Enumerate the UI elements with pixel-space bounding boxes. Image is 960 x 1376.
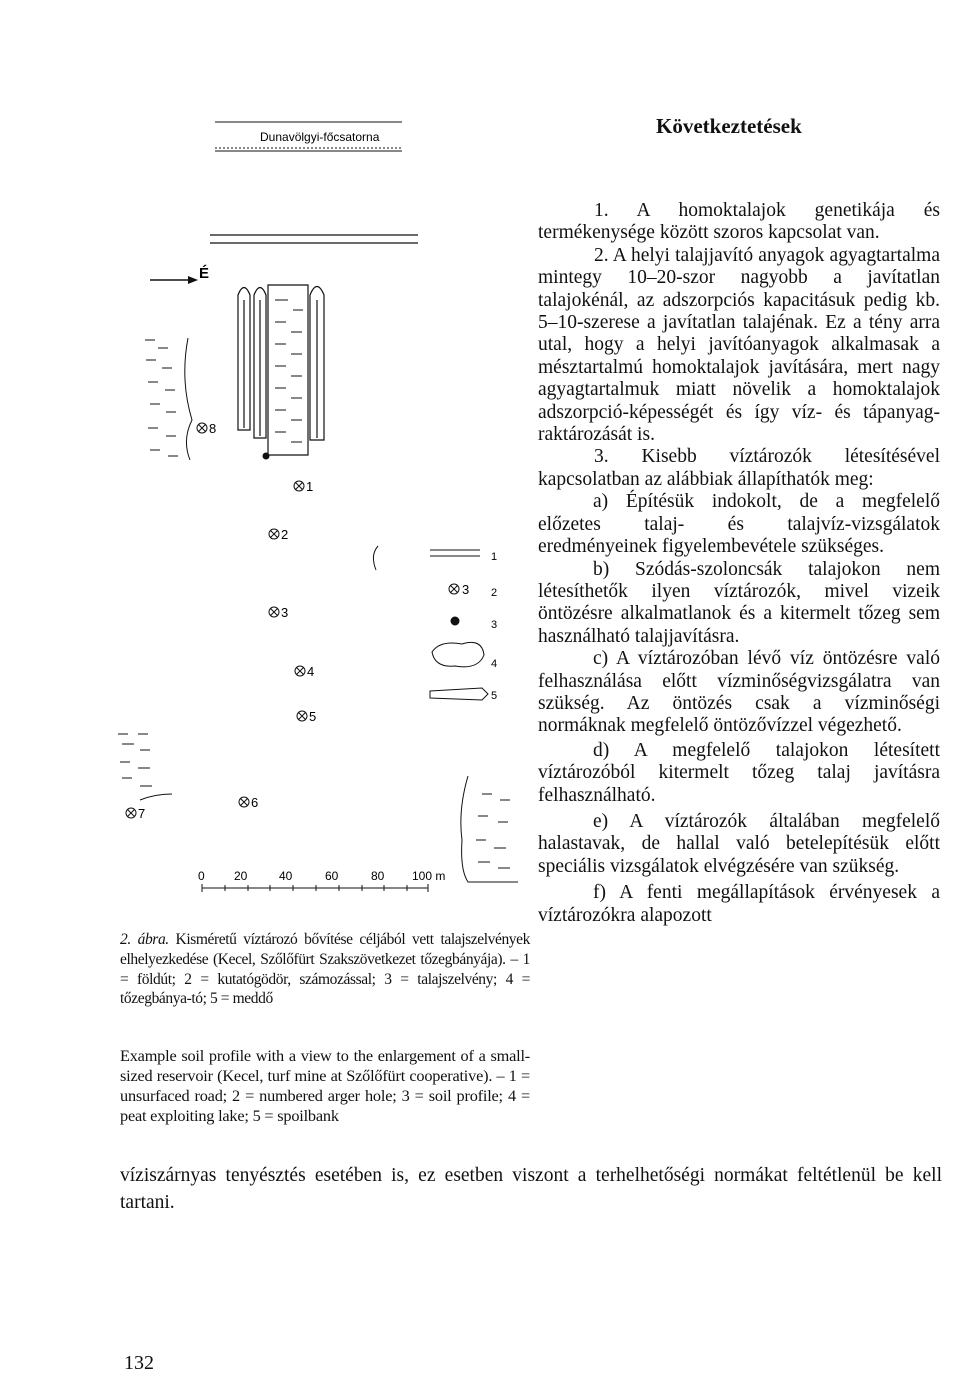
conclusion-3e: e) A víztározók általában megfelelő halastavak, de hallal való betelepítésük előtt speciális vizsgálatok elvégzésére van szükség.	[538, 810, 940, 877]
wetland-bottom-left	[118, 734, 172, 800]
legend-number: 3	[491, 619, 498, 631]
conclusion-1: 1. A homoktalajok genetikája és termékenysége között szoros kapcsolat van.	[538, 200, 940, 244]
profile-markers	[126, 423, 307, 818]
conclusions-column	[538, 200, 940, 927]
figure-caption-en: Example soil profile with a view to the enlargement of a small-sized reservoir (Kecel, turf mine at Szőlőfürt cooperative). – 1 = unsurfaced road; 2 = numbered arger hole; 3 = soil profile; 4 = peat exploiting lake; 5 = spoilbank	[120, 1046, 530, 1125]
site-map-figure	[110, 110, 530, 910]
conclusion-3b: b) Szódás-szoloncsák talajokon nem létesíthetők ilyen víztározók, mivel vizeik öntözésre alkalmatlanok és a kitermelt tőzeg sem használható talajjavításra.	[538, 558, 940, 647]
scale-tick-label: 60	[325, 869, 339, 883]
conclusion-3d: d) A megfelelő talajokon létesített víztározóból kitermelt tőzeg talaj javításra felhasználható.	[538, 739, 940, 806]
closing-text: víziszárnyas tenyésztés esetében is, ez esetben viszont a terhelhetőségi normákat feltétlenül be kell tartani.	[120, 1165, 942, 1213]
legend-number: 4	[491, 658, 498, 670]
north-arrow	[150, 276, 198, 284]
profile-label: 6	[251, 795, 259, 810]
north-label: É	[199, 265, 210, 282]
peat-pits	[238, 285, 324, 455]
profile-label: 1	[306, 479, 314, 494]
profile-label: 3	[281, 605, 289, 620]
profile-label: 8	[209, 421, 217, 436]
conclusion-3f: f) A fenti megállapítások érvényesek a víztározókra alapozott	[538, 882, 940, 926]
conclusion-3a: a) Építésük indokolt, de a megfelelő előzetes talaj- és talajvíz-vizsgálatok eredményeinek figyelembevétele szükséges.	[538, 491, 940, 558]
map-legend	[430, 550, 488, 700]
canal-label: Dunavölgyi-főcsatorna	[260, 130, 380, 144]
scale-tick-label: 100 m	[412, 869, 446, 883]
conclusion-2: 2. A helyi talajjavító anyagok agyagtartalma mintegy 10–20-szor nagyobb a javítatlan talajokénál, az adszorpciós kapacitásuk pedig kb. 5–10-szerese a javítatlan talajénak. Ez a tény arra utal, hogy a helyi javítóanyagok alkalmasak a mésztartalmú homoktalajok javítására, mert nagy agyagtartalmuk miatt növelik a homoktalajok adszorpció-képességét és így víz- és tápanyag-raktározását is.	[538, 244, 940, 446]
legend-number: 1	[491, 551, 498, 563]
wetland-left	[145, 338, 192, 460]
scale-tick-label: 80	[371, 869, 385, 883]
conclusion-3c: c) A víztározóban lévő víz öntözésre való felhasználása előtt vízminőségvizsgálatra van szükség. Az öntözés csak a vízminőségi normáknak megfelelő öntözővízzel végezhető.	[538, 648, 940, 737]
profile-label: 2	[281, 527, 289, 542]
page-number: 132	[124, 1352, 154, 1374]
figure-caption-hu	[120, 930, 530, 1009]
legend-number: 5	[491, 690, 498, 702]
profile-label: 5	[309, 709, 317, 724]
wetland-bottom-right	[461, 776, 518, 882]
conclusion-3: 3. Kisebb víztározók létesítésével kapcsolatban az alábbiak állapíthatók meg:	[538, 446, 940, 490]
section-heading: Következtetések	[656, 114, 802, 138]
caption-prefix: 2. ábra.	[120, 931, 169, 948]
legend-number: 2	[491, 587, 498, 599]
pit-dot	[263, 453, 270, 460]
profile-label: 4	[307, 664, 315, 679]
scale-tick-label: 40	[279, 869, 293, 883]
profile-label: 7	[138, 806, 146, 821]
legend-profile-number: 3	[462, 582, 470, 597]
caption-text: Kisméretű víztározó bővítése céljából vett talajszelvények elhelyezkedése (Kecel, Szőlőfürt Szakszövetkezet tőzegbányája). – 1 = földút; 2 = kutatógödör, számozással; 3 = talajszelvény; 4 = tőzegbánya-tó; 5 = meddő	[120, 931, 530, 1008]
scale-bar	[202, 884, 428, 892]
pit-hatching	[275, 300, 303, 442]
scale-tick-label: 0	[198, 869, 205, 883]
scale-tick-label: 20	[234, 869, 248, 883]
road-curve	[373, 546, 378, 570]
